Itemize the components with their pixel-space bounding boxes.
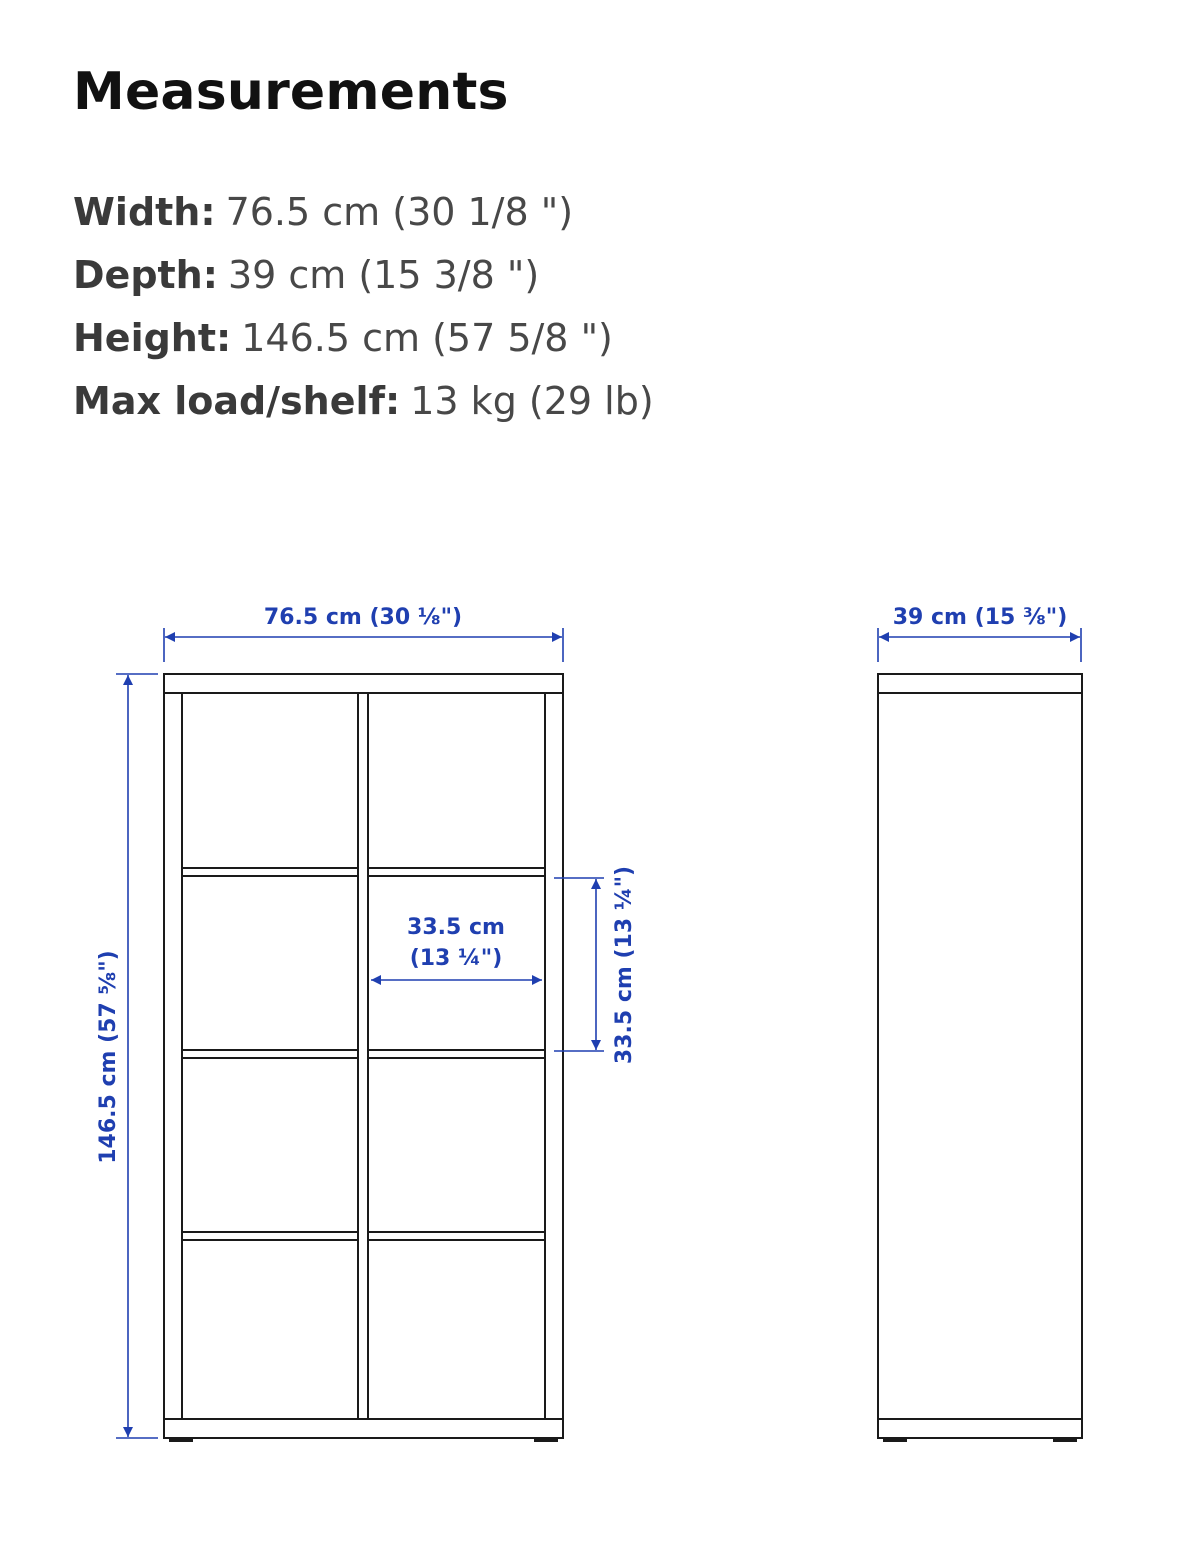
- top-panel: [164, 674, 563, 693]
- shelf: [182, 868, 358, 876]
- cell-height-dimension: [554, 878, 604, 1051]
- spec-label: Height:: [73, 316, 232, 360]
- side-bottom-panel: [878, 1419, 1082, 1438]
- foot: [170, 1438, 192, 1441]
- shelf: [368, 1232, 545, 1240]
- foot: [884, 1438, 906, 1441]
- side-panel: [878, 693, 1082, 1419]
- right-side-panel: [545, 693, 563, 1419]
- spec-label: Depth:: [73, 253, 218, 297]
- cell-width-label-line1: 33.5 cm: [407, 915, 505, 940]
- page-title: Measurements: [73, 62, 509, 122]
- front-width-label: 76.5 cm (30 ⅛"): [263, 605, 463, 630]
- front-width-dimension: [164, 628, 563, 662]
- shelf: [182, 1232, 358, 1240]
- foot: [1054, 1438, 1076, 1441]
- front-view-shelf: [164, 674, 563, 1441]
- foot: [535, 1438, 557, 1441]
- spec-value: 13 kg (29 lb): [410, 379, 654, 423]
- front-height-dimension: [116, 674, 158, 1438]
- side-top-panel: [878, 674, 1082, 693]
- shelf: [368, 868, 545, 876]
- shelf: [182, 1050, 358, 1058]
- spec-value: 76.5 cm (30 1/8 "): [225, 190, 574, 234]
- left-side-panel: [164, 693, 182, 1419]
- center-divider: [358, 693, 368, 1419]
- spec-label: Width:: [73, 190, 216, 234]
- side-depth-label: 39 cm (15 ⅜"): [892, 605, 1068, 630]
- shelf: [368, 1050, 545, 1058]
- spec-value: 146.5 cm (57 5/8 "): [241, 316, 613, 360]
- spec-value: 39 cm (15 3/8 "): [227, 253, 540, 297]
- cell-height-label: 33.5 cm (13 ¼"): [612, 865, 637, 1065]
- side-view-shelf: [878, 674, 1082, 1441]
- spec-label: Max load/shelf:: [73, 379, 401, 423]
- cell-width-label-line2: (13 ¼"): [409, 946, 503, 971]
- side-depth-dimension: [878, 628, 1081, 662]
- front-height-label: 146.5 cm (57 ⅝"): [96, 950, 121, 1164]
- bottom-panel: [164, 1419, 563, 1438]
